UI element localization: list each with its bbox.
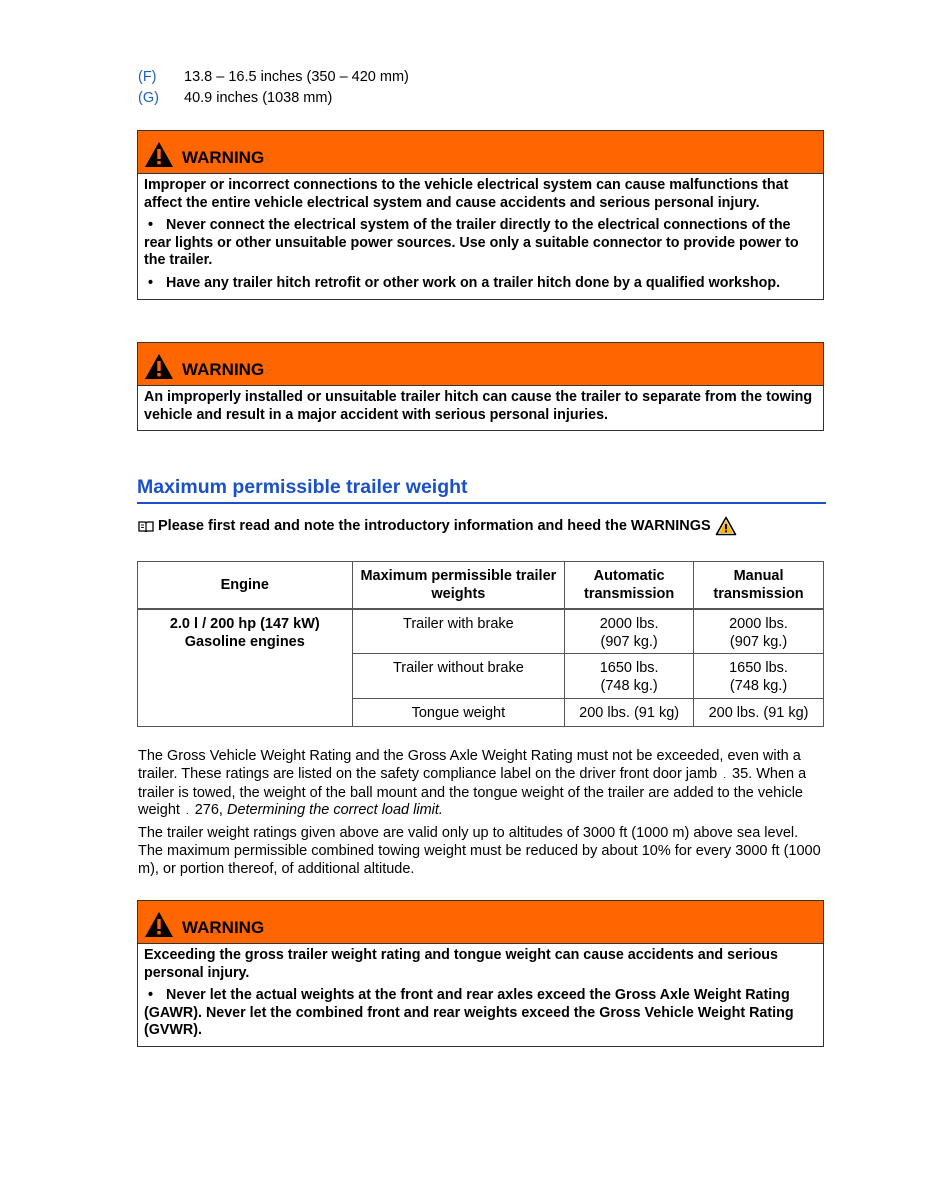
warning-header (138, 131, 823, 174)
warning-bullet: • Never connect the electrical system of the trailer directly to the electrical connections of the rear lights or other unsuitable power sources. Use only a suitable connector to provide power to the trailer. (144, 217, 799, 269)
dimension-value: 13.8 – 16.5 inches (350 – 420 mm) (184, 69, 409, 85)
table-cell: 200 lbs. (91 kg) (694, 699, 824, 727)
warning-box-hitch (137, 342, 824, 431)
engine-cell: 2.0 l / 200 hp (147 kW) Gasoline engines (138, 609, 353, 727)
table-cell: Trailer with brake (352, 609, 565, 654)
dimension-item (138, 89, 409, 110)
warning-header (138, 343, 823, 386)
table-cell: 2000 lbs. (907 kg.) (694, 609, 824, 654)
warning-intro: An improperly installed or unsuitable trailer hitch can cause the trailer to separate from the towing vehicle and result in a major accident with serious personal injuries. (144, 389, 813, 423)
warning-box-weight (137, 900, 824, 1047)
warning-triangle-icon (144, 353, 174, 380)
warning-title: WARNING (182, 918, 265, 937)
dimension-item (138, 68, 409, 89)
page-reference-link[interactable]: 276, (194, 802, 223, 819)
dimension-list (138, 68, 409, 110)
table-header: Engine (138, 562, 353, 609)
table-header: Manual transmission (694, 562, 824, 609)
body-paragraph: The trailer weight ratings given above are valid only up to altitudes of 3000 ft (1000 m) above sea level. The maximum permissible combined towing weight must be reduced by about 10% for every 3000 ft (1000 m), or portion thereof, of additional altitude. (138, 825, 821, 877)
warning-box-electrical (137, 130, 824, 300)
body-paragraph: The Gross Vehicle Weight Rating and the Gross Axle Weight Rating must not be exceeded, even with a trailer. These ratings are listed on the safety compliance label on the driver front door jamb . 35. When a trailer is towed, the weight of the ball mount and the tongue weight of the trailer are added to the vehicle weight . 276, Determining the correct load limit. (138, 748, 807, 819)
warning-intro: Improper or incorrect connections to the vehicle electrical system can cause malfunctions that affect the entire vehicle electrical system and cause accidents and serious personal injury. (144, 177, 789, 211)
warning-bullet: • Have any trailer hitch retrofit or other work on a trailer hitch done by a qualified workshop. (144, 274, 781, 291)
warning-triangle-icon (144, 911, 174, 938)
table-cell: 1650 lbs. (748 kg.) (694, 654, 824, 699)
section-title: Maximum permissible trailer weight (137, 476, 826, 504)
table-cell: Tongue weight (352, 699, 565, 727)
reference-arrow-icon: . (723, 769, 727, 781)
warning-bullet: • Never let the actual weights at the front and rear axles exceed the Gross Axle Weight Rating (GAWR). Never let the combined front and rear weights exceed the Gross Vehicle Weight Rating (GVWR). (144, 987, 794, 1039)
table-cell: 1650 lbs. (748 kg.) (565, 654, 694, 699)
table-cell: Trailer without brake (352, 654, 565, 699)
page-reference-link[interactable]: 35. (732, 765, 753, 782)
intro-note (138, 516, 737, 536)
warning-body (138, 174, 823, 299)
dimension-key: (G) (138, 90, 159, 106)
warning-body (138, 386, 823, 430)
warning-body (138, 944, 823, 1046)
reference-arrow-icon: . (185, 806, 189, 818)
dimension-value: 40.9 inches (1038 mm) (184, 90, 333, 106)
warning-intro: Exceeding the gross trailer weight rating and tongue weight can cause accidents and serious personal injury. (144, 947, 778, 981)
table-header: Maximum permissible trailer weights (352, 562, 565, 609)
warning-title: WARNING (182, 148, 265, 167)
warning-triangle-icon (144, 141, 174, 168)
table-row (138, 609, 824, 654)
warning-title: WARNING (182, 360, 265, 379)
intro-text: Please first read and note the introductory information and heed the WARNINGS (158, 518, 711, 534)
reference-title: Determining the correct load limit. (226, 802, 443, 819)
dimension-key: (F) (138, 69, 157, 85)
trailer-weight-table (137, 561, 824, 727)
table-cell: 200 lbs. (91 kg) (565, 699, 694, 727)
table-cell: 2000 lbs. (907 kg.) (565, 609, 694, 654)
warning-header (138, 901, 823, 944)
table-header-row (138, 562, 824, 609)
table-header: Automatic transmission (565, 562, 694, 609)
book-icon (138, 520, 154, 532)
warning-triangle-icon[interactable] (715, 516, 737, 536)
